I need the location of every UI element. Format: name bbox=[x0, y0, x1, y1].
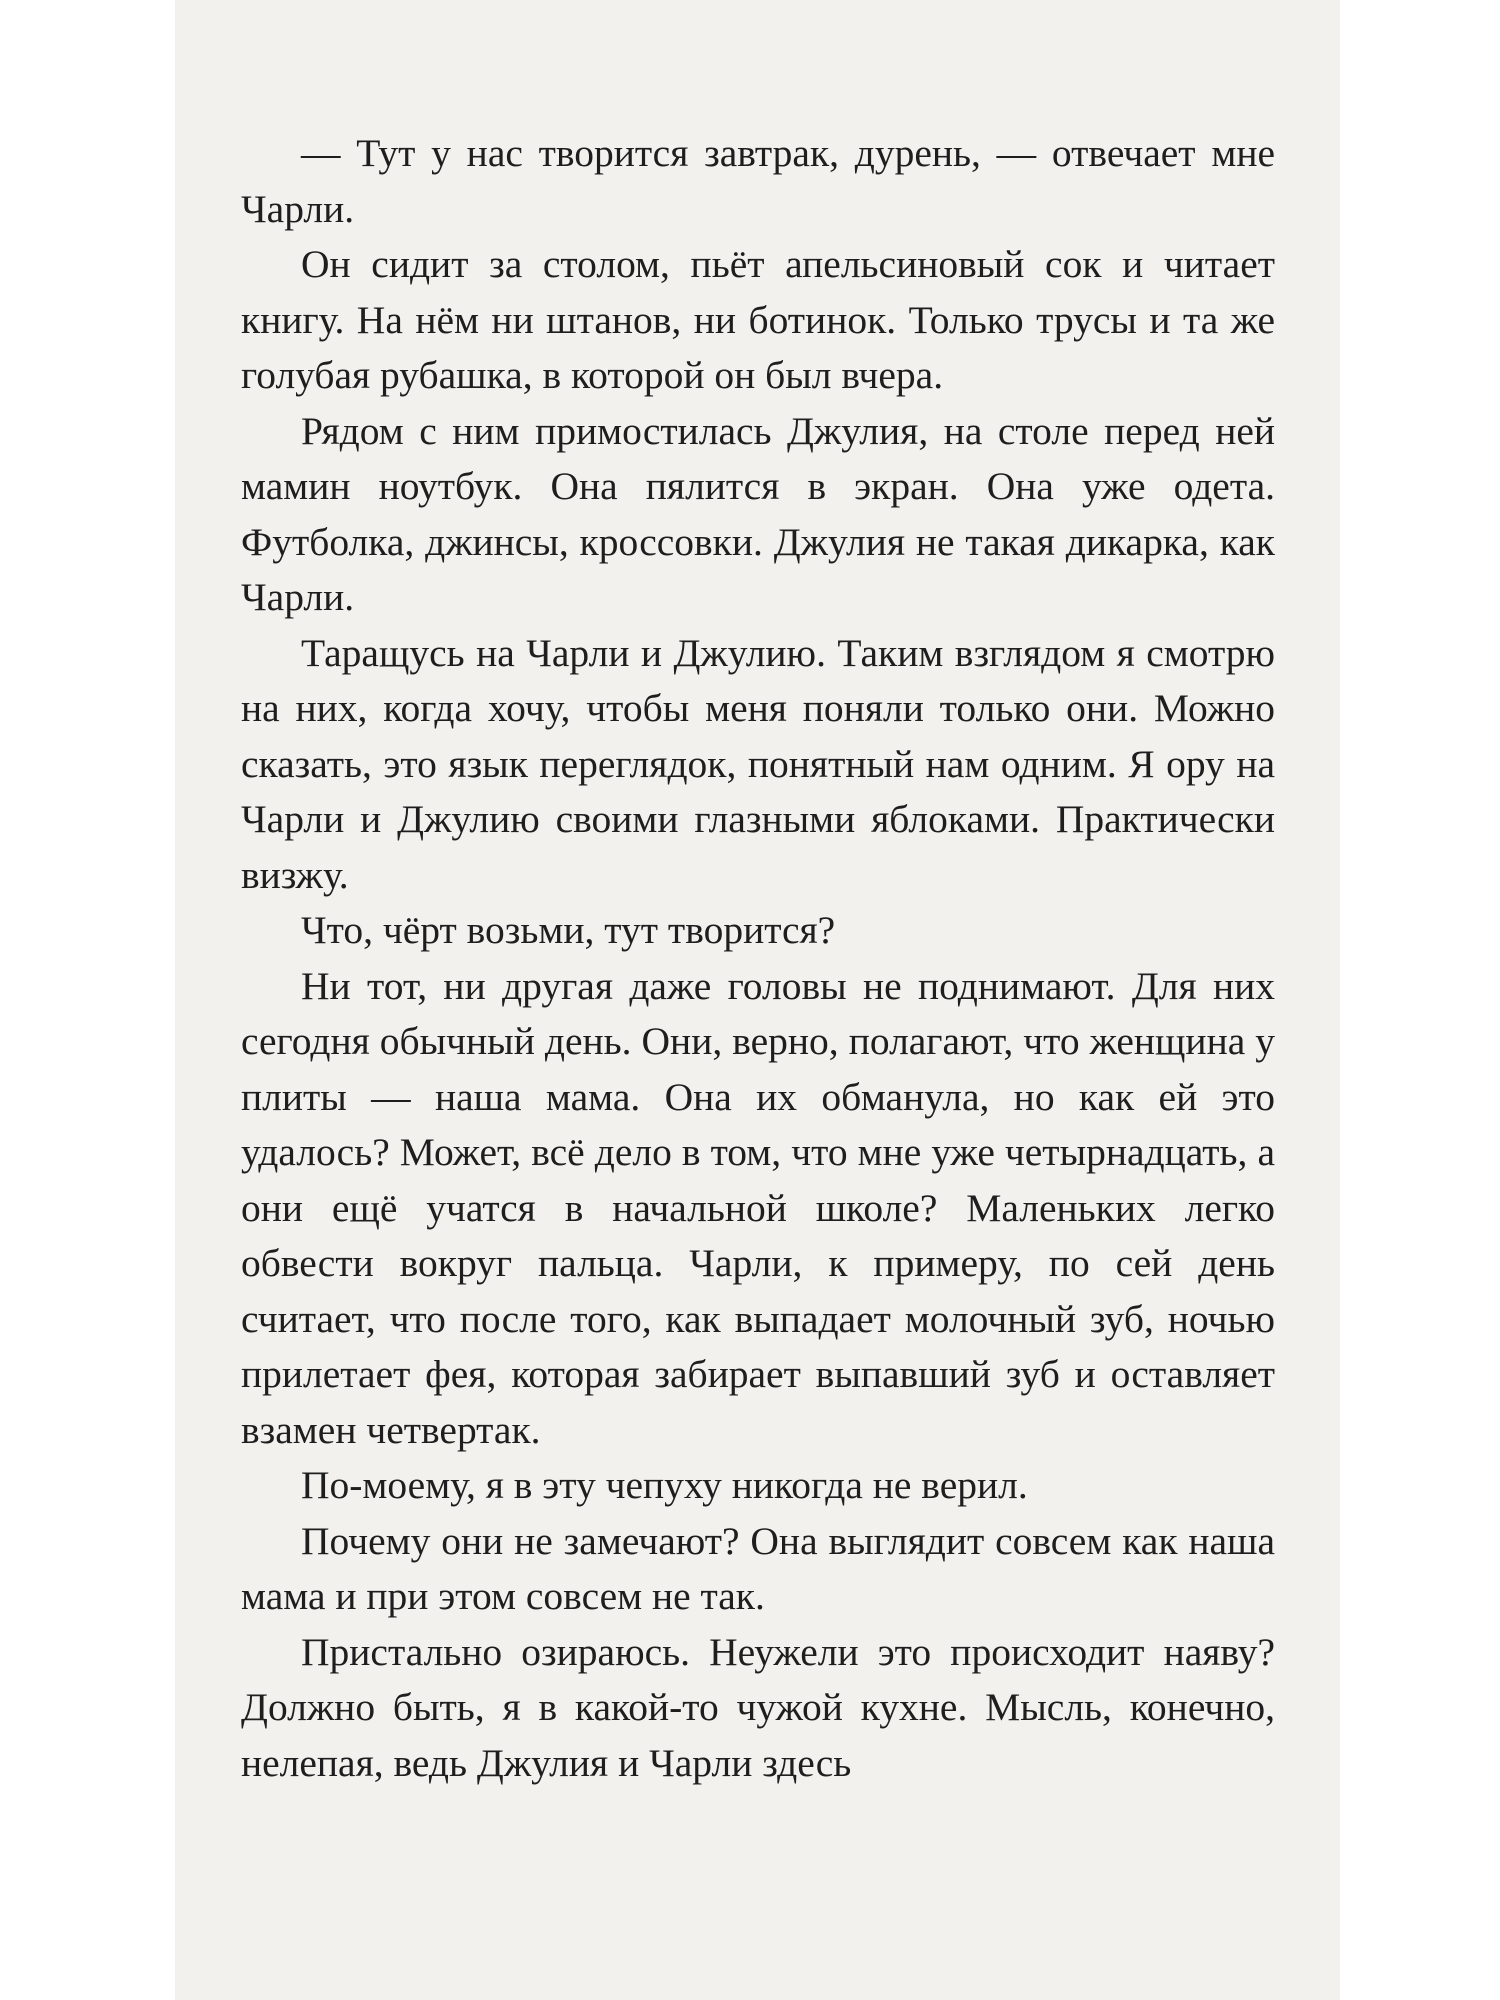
paragraph-3: Рядом с ним примостилась Джулия, на столе перед ней мамин ноутбук. Она пялится в экран. Она уже одета. Футболка, джинсы, кроссовки. Джулия не такая дикарка, как Чарли. bbox=[241, 408, 1275, 619]
paragraph-5: Что, чёрт возьми, тут творится? bbox=[301, 908, 836, 952]
paragraph-4: Таращусь на Чарли и Джулию. Таким взглядом я смотрю на них, когда хочу, чтобы меня поняли только они. Можно сказать, это язык переглядок, понятный нам одним. Я ору на Чарли и Джулию своими глазными яблоками. Практически визжу. bbox=[241, 630, 1275, 897]
paragraph-2: Он сидит за столом, пьёт апельсиновый сок и читает книгу. На нём ни штанов, ни ботинок. Только трусы и та же голубая рубашка, в которой он был вчера. bbox=[241, 242, 1275, 397]
paragraph-7: По-моему, я в эту чепуху никогда не верил. bbox=[301, 1463, 1028, 1507]
paragraph-1: — Тут у нас творится завтрак, дурень, — отвечает мне Чарли. bbox=[241, 131, 1275, 231]
book-page bbox=[175, 0, 1340, 2000]
paragraph-6: Ни тот, ни другая даже головы не поднимают. Для них сегодня обычный день. Они, верно, полагают, что женщина у плиты — наша мама. Она их обманула, но как ей это удалось? Может, всё дело в том, что мне уже четырнадцать, а они ещё учатся в начальной школе? Маленьких легко обвести вокруг пальца. Чарли, к примеру, по сей день считает, что после того, как выпадает молочный зуб, ночью прилетает фея, которая забирает выпавший зуб и оставляет взамен четвертак. bbox=[241, 963, 1275, 1452]
paragraph-9: Пристально озираюсь. Неужели это происходит наяву? Должно быть, я в какой-то чужой кухне. Мысль, конечно, нелепая, ведь Джулия и Чарли здесь bbox=[241, 1629, 1275, 1785]
page-text bbox=[241, 126, 1275, 1791]
paragraph-8: Почему они не замечают? Она выглядит совсем как наша мама и при этом совсем не так. bbox=[241, 1518, 1275, 1618]
